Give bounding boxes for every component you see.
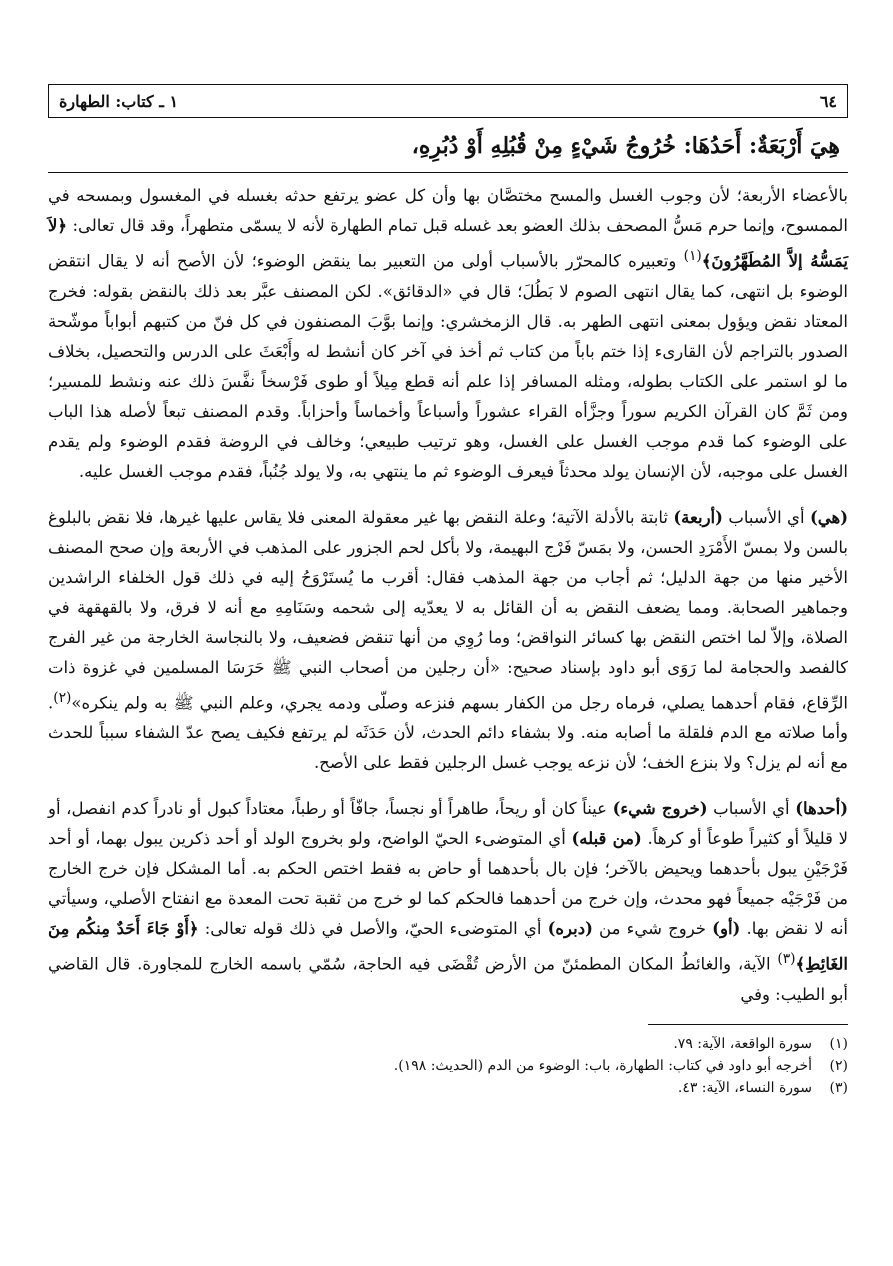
page-header [48, 84, 848, 118]
chapter-title: ١ ـ كتاب: الطهارة [59, 91, 179, 111]
commentary-paragraph-1 [48, 181, 848, 487]
matn-part3: : [741, 133, 758, 159]
footnote-ref-1[interactable]: (١) [683, 248, 702, 264]
footnote-item [48, 1033, 848, 1055]
matn-line [48, 128, 848, 164]
footnote-text: سورة النساء، الآية: ٤٣. [677, 1079, 812, 1096]
p3-text-4: خروج شيء من [592, 919, 713, 938]
footnote-ref-2[interactable]: (٢) [53, 689, 72, 706]
footnote-number: (٢) [829, 1057, 848, 1074]
footnotes [48, 1033, 848, 1099]
p3-text-5: أي المتوضىء الحيّ، والأصل في ذلك قوله تعالى: [198, 919, 548, 938]
matn-part4: أَحَدُهَا [691, 133, 742, 159]
lemma-arbaa: (أربعة) [673, 507, 723, 527]
p1-text-1: بالأعضاء الأربعة؛ لأن وجوب الغسل والمسح مختصَّان بها وأن كل عضو يرتفع حدثه بغسله في المغسول وبمسحه في الممسوح، وإنما حرم مَسُّ المصحف بذلك العضو بعد غسله قبل تمام الطهارة لأنه لا يسمّى متطهراً، وقد قال تعالى: [48, 186, 848, 235]
matn-part2: أَرْبَعَةٌ [757, 133, 803, 159]
lemma-ahaduha: (أحدها) [795, 799, 849, 818]
lemma-aw: (أو) [712, 919, 741, 938]
page [48, 84, 848, 1099]
matn-divider [48, 172, 848, 173]
lemma-duburihi: (دبره) [547, 919, 593, 938]
lemma-min-qubulihi: (من قبله) [571, 829, 642, 848]
p1-text-2: وتعبيره كالمحرّر بالأسباب أولى من التعبير بما ينقض الوضوء؛ لأن الأصح أنه لا يقال انتقض الوضوء بل انتهى، كما يقال انتهى الصوم لا بَطُلَ؛ قال في «الدقائق». لكن المصنف عبَّر بعد ذلك بالنقض بقوله: فخرج المعتاد نقض ويؤول بمعنى انتهى الطهر به. قال الزمخشري: وإنما بوَّبَ المصنفون في كل فنّ من كتبهم أبواباً موشّحة الصدور بالتراجم لأن القارىء إذا ختم باباً من كتاب ثم أخذ في آخر كان أنشط له وأَبْعَثَ على الدرس والتحصيل، بخلاف ما لو استمر على الكتاب بطوله، ومثله المسافر إذا علم أنه قطع مِيلاً أو طوى فَرْسخاً نفَّسَ ذلك عنه ونشط للمسير؛ ومن ثَمَّ كان القرآن الكريم سوراً وجزَّأه القراء عشوراً وأسباعاً وأخماساً وأحزاباً. وقدم المصنف تبعاً لأصله هذا الباب على الوضوء كما قدم موجب الغسل على الغسل، وهو ترتيب طبيعي؛ وخالف في الروضة فقدم الوضوء ولم يقدم الغسل على موجبه، لأن الإنسان يولد محدثاً فيعرف الوضوء ثم ما ينتهي به، ولا يولد جُنُباً، فقدم موجب الغسل عليه. [48, 251, 848, 481]
footnote-divider [648, 1024, 848, 1025]
quran-quote-2: ﴿أَوْ جَاءَ أَحَدٌ مِنكُم مِنَ الغَائِطِ﴾ [48, 919, 848, 974]
page-number: ٦٤ [819, 91, 837, 111]
footnote-number: (١) [829, 1035, 848, 1052]
footnote-ref-3[interactable]: (٣) [777, 951, 796, 967]
lemma-khuruj: (خروج شيء) [612, 799, 708, 818]
matn-part5: : خُرُوجُ شَيْءٍ مِنْ قُبُلِهِ أَوْ دُبُرِهِ، [411, 133, 692, 159]
commentary-paragraph-3 [48, 794, 848, 1010]
p3-text-2: عيناً كان أو ريحاً، طاهراً أو نجساً، جافّاً أو رطباً، معتاداً كبول أو نادراً كدم انفصل، أو لا قليلاً أو كثيراً طوعاً أو كرهاً. [48, 799, 849, 848]
p2-text-3: . وأما صلاته مع الدم فلقلة ما أصابه منه. ولا بشفاء دائم الحدث، لأن حَدَثَه لم يرتفع فكيف يصح عدّ الشفاء سبباً للحدث مع أنه لم يزل؟ ولا بنزع الخف؛ لأن نزعه يوجب غسل الرجلين فقط على الأصح. [48, 693, 848, 772]
matn-part1: هِيَ [802, 133, 840, 159]
footnote-text: سورة الواقعة، الآية: ٧٩. [673, 1035, 812, 1052]
p2-text-1: أي الأسباب [722, 507, 810, 527]
p3-text-6: الآية، والغائطُ المكان المطمئنّ من الأرض تُقْضَى فيه الحاجة، سُمّي باسمه الخارج للمجاورة. قال القاضي أبو الطيب: وفي [48, 954, 848, 1004]
quran-quote-1: ﴿لاَ يَمَسُّهُ إلاَّ المُطَهَّرُونَ﴾ [48, 216, 848, 271]
p2-text-2: ثابتة بالأدلة الآتية؛ وعلة النقض بها غير معقولة المعنى فلا يقاس عليها غيرها، فلا نقض بالبلوغ بالسن ولا بمسّ الأَمْرَدِ الحسن، ولا بمَسّ فَرْج البهيمة، ولا بأكل لحم الجزور على المذهب في الأربعة وإن صحح المصنف الأخير منها من جهة الدليل؛ ثم أجاب من جهة المذهب فقال: أقرب ما يُستَرْوَحُ إليه في ذلك قول الخلفاء الراشدين وجماهير الصحابة. ومما يضعف النقض به أن القائل به لا يعدّيه إلى شحمه وسَنَامِهِ مع أنه لا فرق، ولا بالقهقهة في الصلاة، وإلاّ لما اختص النقض بها كسائر النواقض؛ وما رُوِي من أنها تنقض فضعيف، ولا بالنجاسة الخارجة من غير الفرج كالفصد والحجامة لما رَوَى أبو داود بإسناد صحيح: «أن رجلين من أصحاب النبي ﷺ حَرَسَا المسلمين في غزوة ذات الرِّقاع، فقام أحدهما يصلي، فرماه رجل من الكفار بسهم فنزعه وصلّى ودمه يجري، وعلم النبي ﷺ به ولم ينكره» [48, 507, 848, 712]
footnote-text: أخرجه أبو داود في كتاب: الطهارة، باب: الوضوء من الدم (الحديث: ١٩٨). [393, 1057, 812, 1074]
p3-text-3: أي المتوضىء الحيّ الواضح، ولو بخروج الولد أو أحد ذكرين يبول بهما، أو أحد فَرْجَيْنِ يبول بأحدهما ويحيض بالآخر؛ فإن بال بأحدهما أو حاض به فقط اختص الحكم به. أما المشكل فإن خرج الخارج من فَرْجَيْه جميعاً فهو محدث، وإن خرج من أحدهما فالحكم كما لو خرج من ثقبة تحت المعدة مع انفتاح الأصلي، وسيأتي أنه لا نقض بها. [48, 829, 849, 938]
footnote-item [48, 1077, 848, 1099]
p3-text-1: أي الأسباب [707, 799, 796, 818]
lemma-hiya: (هي) [809, 507, 849, 527]
footnote-item [48, 1055, 848, 1077]
commentary-paragraph-2 [48, 503, 848, 779]
footnote-number: (٣) [829, 1079, 848, 1096]
